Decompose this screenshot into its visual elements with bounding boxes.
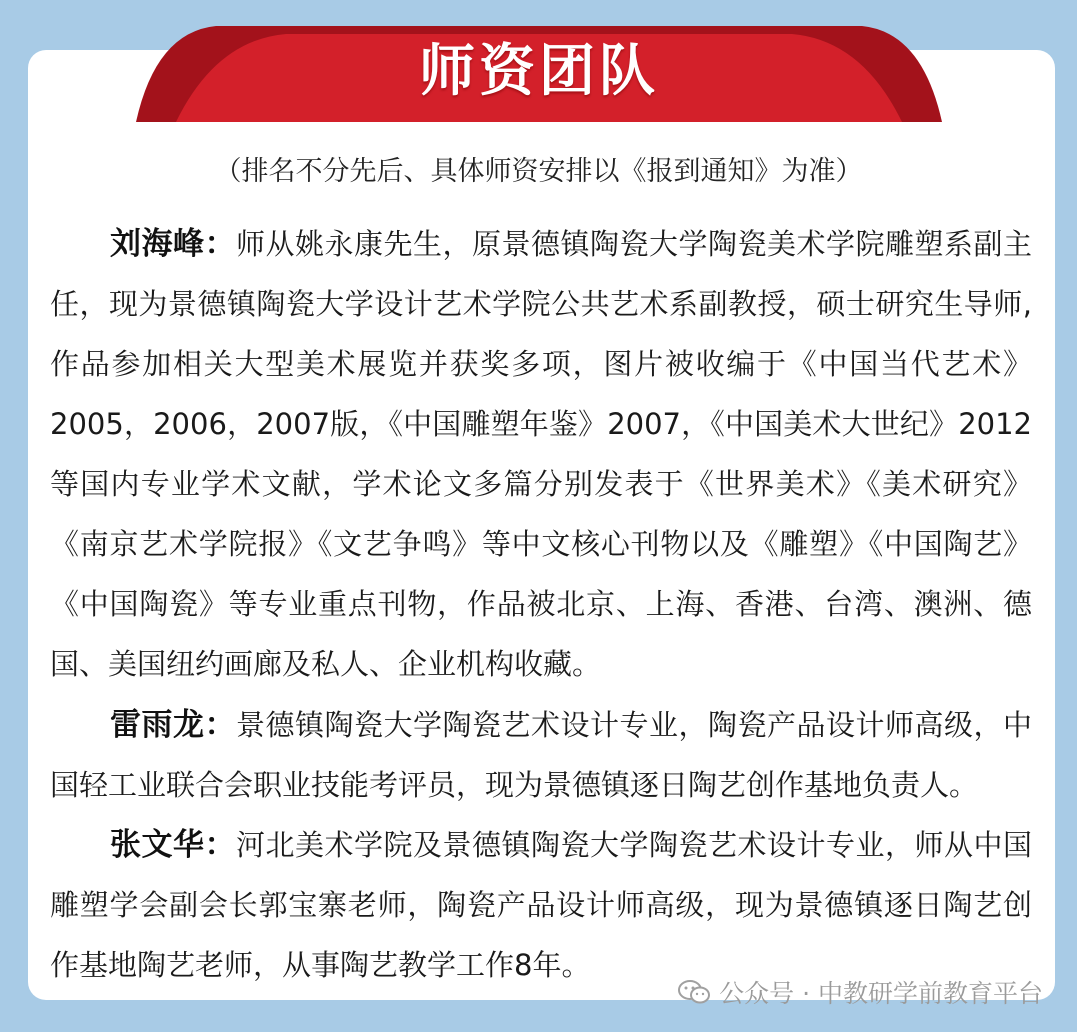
teacher-bio-zhang — [50, 815, 1032, 995]
wechat-icon — [677, 978, 711, 1006]
teacher-description: 师从姚永康先生，原景德镇陶瓷大学陶瓷美术学院雕塑系副主任，现为景德镇陶瓷大学设计艺术学院公共艺术系副教授，硕士研究生导师,作品参加相关大型美术展览并获奖多项，图片被收编于《中国当代艺术》2005，2006，2007版，《中国雕塑年鉴》2007，《中国美术大世纪》2012等国内专业学术文献，学术论文多篇分别发表于《世界美术》《美术研究》《南京艺术学院报》《文艺争鸣》等中文核心刊物以及《雕塑》《中国陶艺》《中国陶瓷》等专业重点刊物，作品被北京、上海、香港、台湾、澳洲、德国、美国纽约画廊及私人、企业机构收藏。 — [50, 227, 1032, 681]
teacher-name: 张文华： — [110, 827, 236, 863]
teacher-name: 雷雨龙： — [110, 707, 236, 743]
teacher-bio-lei — [50, 695, 1032, 815]
teacher-description: 河北美术学院及景德镇陶瓷大学陶瓷艺术设计专业，师从中国雕塑学会副会长郭宝寨老师，陶瓷产品设计师高级，现为景德镇逐日陶艺创作基地陶艺老师，从事陶艺教学工作8年。 — [50, 828, 1032, 982]
page-title: 师资团队 — [419, 38, 659, 104]
teacher-description: 景德镇陶瓷大学陶瓷艺术设计专业，陶瓷产品设计师高级，中国轻工业联合会职业技能考评员，现为景德镇逐日陶艺创作基地负责人。 — [50, 708, 1032, 802]
teacher-name: 刘海峰： — [110, 226, 236, 262]
arrangement-note: （排名不分先后、具体师资安排以《报到通知》为准） — [214, 156, 863, 187]
teacher-bio-liu — [50, 214, 1032, 694]
watermark-text: 公众号 · 中教研学前教育平台 — [719, 979, 1043, 1008]
watermark — [677, 972, 1043, 1012]
